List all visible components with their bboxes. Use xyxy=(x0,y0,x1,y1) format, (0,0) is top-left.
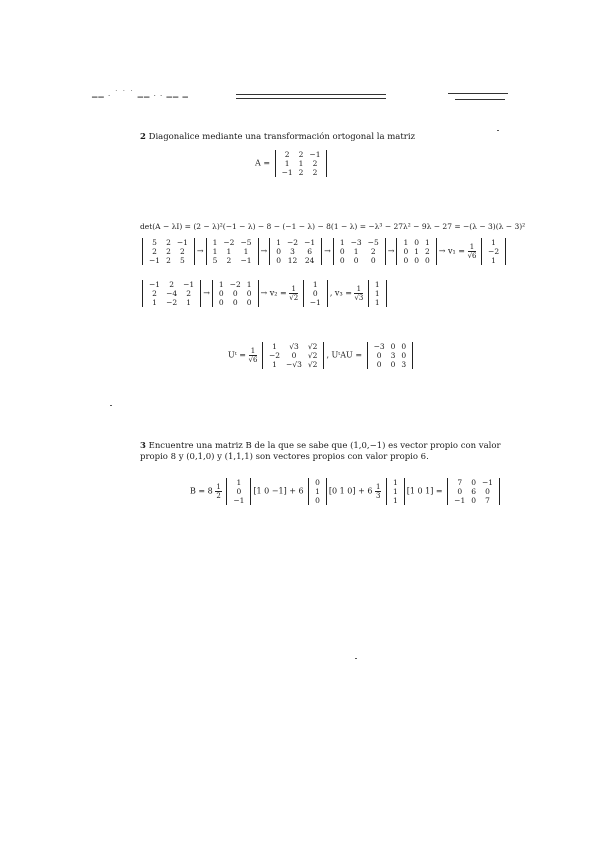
step-2-row xyxy=(210,238,255,247)
eigvec-1-row xyxy=(230,478,247,487)
matrix-step-5 xyxy=(396,238,436,265)
matrix-A-cell: 2 xyxy=(284,150,290,159)
U-matrix xyxy=(262,342,324,369)
eigvec-2-cell: 1 xyxy=(315,487,320,496)
step-4-cell: 0 xyxy=(370,256,376,265)
diag-cell: 0 xyxy=(401,342,407,351)
matrix-step-4 xyxy=(333,238,386,265)
U-cell: 1 xyxy=(272,360,277,369)
step-4-cell: 0 xyxy=(339,256,345,265)
matrix-step-1 xyxy=(142,238,195,265)
diagonal-label: UᵗAU = xyxy=(331,350,363,360)
scan-speck xyxy=(497,130,499,131)
arrow: → xyxy=(387,246,395,256)
step-3-cell: −2 xyxy=(287,238,299,247)
v3-row xyxy=(372,298,383,307)
v2-row xyxy=(307,289,324,298)
eigvec-3-row xyxy=(390,487,401,496)
eigvec-3-cell: 1 xyxy=(392,487,398,496)
eigvec-1-row xyxy=(230,496,247,505)
step-5-cell: 0 xyxy=(425,256,430,265)
matrix-A-values xyxy=(275,150,328,177)
diag-cell: 0 xyxy=(376,360,382,369)
diag-cell: 3 xyxy=(401,360,407,369)
step-6-row xyxy=(146,289,197,298)
scan-speck xyxy=(110,405,112,406)
step-5-row xyxy=(400,247,432,256)
U-cell: √2 xyxy=(307,360,318,369)
step-2-row xyxy=(210,256,255,265)
eigvec-2 xyxy=(308,478,327,505)
step-4-cell: 2 xyxy=(370,247,376,256)
step-1-row xyxy=(146,247,191,256)
step-7-row xyxy=(216,289,255,298)
matrix-A-cell: −1 xyxy=(309,150,321,159)
matrix-A xyxy=(255,150,329,177)
problem-2-statement xyxy=(140,132,470,143)
step-5-cell: 0 xyxy=(403,256,409,265)
arrow: → xyxy=(196,246,204,256)
step-1-cell: 2 xyxy=(166,238,171,247)
matrix-A-row xyxy=(279,168,324,177)
U-cell: √2 xyxy=(307,351,318,360)
half-coefficient: $\frac{1}{2}$ xyxy=(216,483,221,500)
step-3-cell: 3 xyxy=(290,247,295,256)
eigvec-3-row xyxy=(390,496,401,505)
step-2-cell: 2 xyxy=(226,256,232,265)
header-rule-4 xyxy=(455,99,505,100)
eigvec-3-row xyxy=(390,478,401,487)
U-cell: 0 xyxy=(291,351,297,360)
step-4-cell: −3 xyxy=(350,238,362,247)
step-6-cell: 1 xyxy=(152,298,157,307)
matrix-A-cell: 2 xyxy=(312,159,318,168)
step-5-cell: 1 xyxy=(414,247,419,256)
step-4-row xyxy=(337,256,382,265)
matrix-step-3 xyxy=(269,238,322,265)
v2-vector xyxy=(303,280,328,307)
arrow: → xyxy=(438,246,446,256)
v3-cell: 1 xyxy=(374,289,380,298)
step-5-cell: 0 xyxy=(414,238,419,247)
diag-cell: 3 xyxy=(390,351,396,360)
step-6-cell: 2 xyxy=(186,289,192,298)
eigvec-2-row: [0 1 0] xyxy=(328,486,356,496)
step-6-cell: 2 xyxy=(169,280,174,289)
step-7-cell: 0 xyxy=(246,298,252,307)
v2-row xyxy=(307,280,324,289)
arrow: → xyxy=(203,288,210,298)
eigvec-3 xyxy=(386,478,405,505)
step-3-cell: 1 xyxy=(276,238,281,247)
step-3-cell: 0 xyxy=(276,256,281,265)
row-reduction-1 xyxy=(140,238,508,265)
step-2-cell: 1 xyxy=(243,247,249,256)
step-3-cell: 24 xyxy=(304,256,315,265)
matrix-A-cell: 1 xyxy=(298,159,304,168)
step-6-cell: 1 xyxy=(186,298,192,307)
matrix-B-cell: −1 xyxy=(454,496,466,505)
header-rule xyxy=(236,94,386,95)
U-cell: √2 xyxy=(307,342,318,351)
step-2-cell: 1 xyxy=(212,238,218,247)
v3-row xyxy=(372,289,383,298)
step-6-cell: −1 xyxy=(183,280,195,289)
eigvec-1-cell: −1 xyxy=(233,496,245,505)
v3-cell: 1 xyxy=(374,298,380,307)
eigvec-1-cell: 1 xyxy=(236,478,242,487)
step-2-cell: 5 xyxy=(212,256,218,265)
step-2-cell: −5 xyxy=(240,238,252,247)
diag-cell: −3 xyxy=(373,342,385,351)
determinant-line xyxy=(140,222,525,231)
v2-cell: 1 xyxy=(312,280,318,289)
arrow: → xyxy=(324,246,331,256)
step-2-cell: 1 xyxy=(212,247,218,256)
step-4-row xyxy=(337,238,382,247)
step-6-cell: 2 xyxy=(152,289,157,298)
step-1-cell: 2 xyxy=(166,247,171,256)
diag-cell: 0 xyxy=(376,351,382,360)
step-6-cell: −1 xyxy=(149,280,161,289)
step-5-cell: 2 xyxy=(425,247,430,256)
v2-cell: −1 xyxy=(309,298,321,307)
row-reduction-2: −1 2 −1 2 −4 2 1 −2 1 → 1 −2 1 0 0 0 0 0 0 → v₂ = $\frac{1}{√2}$ 1 0 −1 , v₃ = $\frac{1}{√3}$ 1 1 1 xyxy=(140,280,389,307)
matrix-A-row xyxy=(279,159,324,168)
eigvec-2-cell: 0 xyxy=(315,478,320,487)
U-cell: −√3 xyxy=(286,360,302,369)
step-3-row xyxy=(273,247,318,256)
eigvec-1-row: [1 0 −1] xyxy=(253,486,287,496)
step-5-row xyxy=(400,256,432,265)
matrix-B-cell: 7 xyxy=(485,496,490,505)
step-5-cell: 1 xyxy=(403,238,409,247)
header-scribble: ▁▁ . ˙ ˙ ˙ ▁▁ . . ▁▁ ▁ xyxy=(92,90,189,98)
matrix-B-construction xyxy=(190,478,502,505)
eigvec-3-row: [1 0 1] xyxy=(406,486,434,496)
matrix-A-cell: −1 xyxy=(281,168,293,177)
eigvec-2-row xyxy=(312,496,323,505)
matrix-B-cell: 0 xyxy=(457,487,463,496)
problem-2-text: Diagonalice mediante una transformación ortogonal la matriz xyxy=(148,132,416,142)
U-row xyxy=(266,360,320,369)
eigvec-2-row xyxy=(312,487,323,496)
step-7-cell: 0 xyxy=(232,289,238,298)
step-4-cell: 0 xyxy=(353,256,359,265)
header-rule-2 xyxy=(236,98,386,99)
step-4-row xyxy=(337,247,382,256)
step-6-row xyxy=(146,298,197,307)
step-7-cell: 1 xyxy=(218,280,224,289)
matrix-A-cell: 2 xyxy=(312,168,318,177)
U-coefficient: $\frac{1}{√6}$ xyxy=(248,347,258,364)
step-7-cell: 0 xyxy=(218,289,224,298)
U-cell: 1 xyxy=(272,342,277,351)
step-5-cell: 0 xyxy=(403,247,409,256)
v2-cell: 0 xyxy=(312,289,318,298)
step-7-row xyxy=(216,298,255,307)
v1-coefficient: $\frac{1}{√6}$ xyxy=(467,243,477,260)
diag-cell: 0 xyxy=(401,351,407,360)
v3-coefficient: $\frac{1}{√3}$ xyxy=(354,285,364,302)
matrix-B-cell: 6 xyxy=(471,487,477,496)
eigvec-1-cell: 0 xyxy=(236,487,242,496)
third-coefficient: $\frac{1}{3}$ xyxy=(375,483,381,500)
v1-cell: −2 xyxy=(488,247,500,256)
plus-term: + 6 xyxy=(358,486,373,496)
step-6-cell: −2 xyxy=(166,298,178,307)
step-7-cell: 0 xyxy=(218,298,224,307)
eigvec-1-row xyxy=(230,487,247,496)
U-cell: −2 xyxy=(268,351,281,360)
matrix-step-6 xyxy=(142,280,201,307)
arrow: → xyxy=(260,246,268,256)
step-1-cell: 5 xyxy=(179,256,185,265)
step-7-cell: 0 xyxy=(246,289,252,298)
matrix-B-cell: 0 xyxy=(471,478,477,487)
v3-row xyxy=(372,280,383,289)
step-6-row xyxy=(146,280,197,289)
eigvec-3-cell: 1 xyxy=(392,478,398,487)
matrix-A-label: A = xyxy=(255,158,271,168)
matrix-B-cell: 7 xyxy=(457,478,463,487)
v3-vector xyxy=(368,280,387,307)
matrix-step-2 xyxy=(206,238,259,265)
eigvec-2-row xyxy=(312,478,323,487)
matrix-step-7 xyxy=(212,280,259,307)
step-1-cell: −1 xyxy=(149,256,161,265)
eigvec-3-cell: 1 xyxy=(392,496,398,505)
step-1-cell: 2 xyxy=(152,247,157,256)
U-row xyxy=(266,351,320,360)
step-1-cell: 5 xyxy=(152,238,157,247)
matrix-B-cell: −1 xyxy=(482,478,494,487)
B-label: B = 8 xyxy=(190,486,213,496)
step-3-row xyxy=(273,256,318,265)
matrix-A-cell: 1 xyxy=(284,159,290,168)
problem-3-number: 3 xyxy=(140,441,146,451)
step-5-cell: 1 xyxy=(425,238,430,247)
v2-coefficient: $\frac{1}{√2}$ xyxy=(289,285,299,302)
matrix-B-row xyxy=(451,496,496,505)
problem-2-number: 2 xyxy=(140,132,146,142)
matrix-B-row xyxy=(451,478,496,487)
diag-cell: 0 xyxy=(390,342,396,351)
step-1-cell: 2 xyxy=(166,256,171,265)
step-3-cell: 0 xyxy=(276,247,281,256)
v1-cell: 1 xyxy=(491,238,496,247)
step-2-row xyxy=(210,247,255,256)
matrix-B-cell: 0 xyxy=(471,496,477,505)
step-7-cell: 0 xyxy=(232,298,238,307)
step-6-cell: −4 xyxy=(166,289,178,298)
scan-speck xyxy=(355,658,357,659)
step-3-cell: 12 xyxy=(287,256,298,265)
diag-row xyxy=(371,351,410,360)
step-7-cell: −2 xyxy=(229,280,241,289)
step-4-cell: −5 xyxy=(367,238,379,247)
U-row xyxy=(266,342,320,351)
step-4-cell: 0 xyxy=(339,247,345,256)
header-rule-3 xyxy=(448,93,508,94)
step-4-cell: 1 xyxy=(353,247,359,256)
step-2-cell: −1 xyxy=(240,256,252,265)
v3-cell: 1 xyxy=(374,280,380,289)
step-3-cell: −1 xyxy=(304,238,316,247)
eigvec-2-cell: 0 xyxy=(315,496,320,505)
step-7-cell: 1 xyxy=(246,280,252,289)
step-3-cell: 6 xyxy=(307,247,312,256)
matrix-A-cell: 2 xyxy=(298,150,304,159)
equals-sign: = xyxy=(435,486,443,496)
v1-vector xyxy=(481,238,506,265)
v1-row xyxy=(485,256,502,265)
v2-label: v₂ = xyxy=(269,288,287,298)
orthogonal-result: Uᵗ = $\frac{1}{√6}$ 1 √3 √2 −2 0 √2 1 −√3 √2 , UᵗAU = −3 0 0 0 3 0 0 0 3 xyxy=(228,342,415,369)
step-5-row xyxy=(400,238,432,247)
v1-cell: 1 xyxy=(491,256,496,265)
matrix-B-row xyxy=(451,487,496,496)
step-1-cell: −1 xyxy=(176,238,188,247)
step-2-cell: 1 xyxy=(226,247,232,256)
diag-row xyxy=(371,360,410,369)
step-1-row xyxy=(146,256,191,265)
step-1-cell: 2 xyxy=(179,247,185,256)
step-3-row xyxy=(273,238,318,247)
v1-row xyxy=(485,238,502,247)
diag-cell: 0 xyxy=(390,360,396,369)
matrix-A-cell: 2 xyxy=(298,168,304,177)
U-label: Uᵗ = xyxy=(228,350,246,360)
step-5-cell: 0 xyxy=(414,256,419,265)
U-cell: √3 xyxy=(289,342,299,351)
matrix-B xyxy=(447,478,500,505)
step-2-cell: −2 xyxy=(223,238,235,247)
v1-label: v₁ = xyxy=(448,246,466,256)
step-7-row xyxy=(216,280,255,289)
v1-row xyxy=(485,247,502,256)
diagonal-matrix xyxy=(367,342,414,369)
plus-term: + 6 xyxy=(289,486,304,496)
matrix-B-cell: 0 xyxy=(485,487,490,496)
v2-row xyxy=(307,298,324,307)
problem-3-statement xyxy=(140,441,505,463)
arrow: → xyxy=(260,288,268,298)
matrix-A-row xyxy=(279,150,324,159)
determinant-expression: det(A − λI) = (2 − λ)²(−1 − λ) − 8 − (−1 − λ) − 8(1 − λ) = −λ³ − 27λ² − 9λ − 27 = −(λ − 3)(λ − 3)² xyxy=(140,222,526,231)
problem-3-text: Encuentre una matriz B de la que se sabe que (1,0,−1) es vector propio con valor propio 8 y (0,1,0) y (1,1,1) son vectores propios con valor propio 6. xyxy=(140,441,501,462)
diag-row xyxy=(371,342,410,351)
v3-label: v₃ = xyxy=(334,288,352,298)
step-1-row xyxy=(146,238,191,247)
eigvec-1 xyxy=(226,478,251,505)
step-4-cell: 1 xyxy=(339,238,345,247)
